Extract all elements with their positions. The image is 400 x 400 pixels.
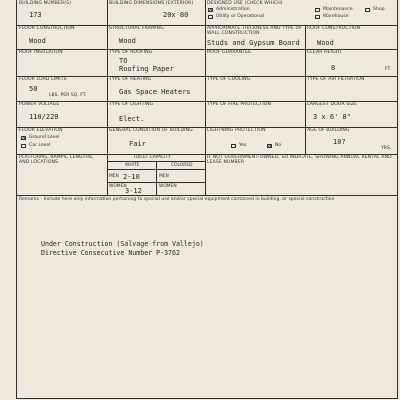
type-of-heating-label: TYPE OF HEATING: [109, 77, 152, 82]
toilet-capacity-cell: [107, 154, 206, 195]
clear-height-cell: [305, 49, 397, 76]
administration-checkbox[interactable]: [208, 8, 213, 12]
structural-framing-cell: [107, 25, 206, 49]
roof-guarantee-label: ROOF GUARANTEE: [207, 50, 252, 55]
floor-load-limits-cell: [17, 76, 108, 101]
roof-construction-cell: [305, 25, 397, 49]
maintenance-label: Maintenance: [323, 7, 353, 12]
row-building: [17, 0, 397, 26]
power-voltage-label: POWER VOLTAGE: [19, 102, 60, 107]
type-of-roofing-label: TYPE OF ROOFING: [109, 50, 153, 55]
toilet-men-row: [107, 170, 205, 183]
car-level-checkbox[interactable]: [21, 144, 26, 148]
remarks-label: Remarks - Include here only information pertaining to special use and/or special equipment contained in building, or special construction: [19, 197, 335, 202]
building-dimensions-label: BUILDING DIMENSIONS (EXTERIOR): [109, 1, 194, 6]
floor-load-limits-unit: LBS. PER SQ. FT.: [49, 93, 87, 98]
wall-construction-label: APPROXIMATE THICKNESS AND TYPE OF WALL CONSTRUCTION: [207, 26, 302, 36]
toilet-women-row: [107, 183, 205, 195]
structural-framing-value: Wood: [119, 37, 136, 45]
platforms-label: PLATFORMS, RAMPS, LENGTHS, AND LOCATIONS: [19, 155, 94, 165]
type-of-lighting-cell: [107, 101, 206, 127]
roof-guarantee-cell: [205, 49, 306, 76]
form-frame: [16, 0, 398, 399]
general-condition-value: Fair: [129, 140, 146, 148]
type-of-heating-value: Gas Space Heaters: [119, 88, 191, 96]
building-numbers-label: BUILDING NUMBER(S): [19, 1, 72, 6]
building-dimensions-cell: [107, 0, 206, 25]
lightning-protection-label: LIGHTNING PROTECTION: [207, 128, 266, 133]
lightning-yes-label: Yes: [239, 143, 247, 148]
largest-door-value: 3 x 6' 8": [313, 113, 351, 121]
largest-door-cell: [305, 101, 397, 127]
general-condition-cell: [107, 127, 206, 154]
shop-label: Shop: [373, 7, 385, 12]
lightning-yes-checkbox[interactable]: [231, 144, 236, 148]
ground-level-checkbox[interactable]: [21, 136, 26, 140]
designed-use-label: DESIGNED USE (CHECK WHICH): [207, 1, 283, 6]
designed-use-cell: [205, 0, 397, 25]
toilet-colored-label: COLORED: [171, 163, 193, 168]
row-power: [17, 101, 397, 128]
car-level-label: Car Level: [29, 143, 51, 148]
utility-checkbox[interactable]: [208, 15, 213, 19]
row-condition: [17, 127, 397, 155]
general-condition-label: GENERAL CONDITION OF BUILDING: [109, 128, 193, 133]
type-of-roofing-value: TO Roofing Paper: [119, 57, 174, 73]
age-of-building-label: AGE OF BUILDING: [307, 128, 350, 133]
row-utilities: [17, 76, 397, 102]
floor-construction-cell: [17, 25, 108, 49]
row-construction: [17, 25, 397, 50]
lightning-no-label: No: [275, 143, 282, 148]
toilet-women-white: 3-12: [125, 187, 142, 195]
remarks-section: [17, 195, 397, 398]
type-of-cooling-label: TYPE OF COOLING: [207, 77, 251, 82]
row-roofing: [17, 49, 397, 77]
floor-load-limits-value: 50: [29, 85, 38, 93]
govt-owned-label: IF NOT GOVERNMENT-OWNED, SO INDICATE, SHOWING ANNUAL RENTAL AND LEASE NUMBER: [207, 155, 392, 165]
roof-insulation-cell: [17, 49, 108, 76]
toilet-women-label: WOMEN: [109, 184, 127, 189]
administration-label: Administration: [216, 7, 250, 12]
toilet-capacity-label: TOILET CAPACITY: [133, 155, 171, 160]
structural-framing-label: STRUCTURAL FRAMING: [109, 26, 164, 31]
clear-height-value: 8: [331, 64, 336, 72]
building-numbers-cell: [17, 0, 108, 25]
type-of-lighting-label: TYPE OF LIGHTING: [109, 102, 154, 107]
utility-label: Utility or Operational: [216, 14, 265, 19]
fire-protection-cell: [205, 101, 306, 127]
lightning-no-checkbox[interactable]: [267, 144, 272, 148]
toilet-women-label-2: WOMEN: [159, 184, 177, 189]
air-filtration-label: TYPE OF AIR FILTRATION: [307, 77, 365, 82]
toilet-men-label: MEN: [109, 174, 119, 179]
age-of-building-unit: YRS.: [381, 146, 392, 151]
floor-elevation-cell: [17, 127, 108, 154]
building-dimensions-value: 20x 80: [163, 11, 189, 19]
floor-construction-value: Wood: [29, 37, 46, 45]
building-numbers-value: 173: [29, 11, 42, 19]
warehouse-checkbox[interactable]: [315, 15, 320, 19]
clear-height-unit: FT.: [385, 67, 392, 72]
floor-construction-label: FLOOR CONSTRUCTION: [19, 26, 75, 31]
type-of-cooling-cell: [205, 76, 306, 101]
roof-insulation-label: ROOF INSULATION: [19, 50, 63, 55]
floor-load-limits-label: FLOOR LOAD LIMITS: [19, 77, 67, 82]
toilet-men-label-2: MEN: [159, 174, 169, 179]
warehouse-label: Warehouse: [323, 14, 349, 19]
clear-height-label: CLEAR HEIGHT: [307, 50, 343, 55]
power-voltage-value: 110/220: [29, 113, 59, 121]
roof-construction-label: ROOF CONSTRUCTION: [307, 26, 361, 31]
toilet-men-white: 2-10: [123, 173, 140, 181]
type-of-heating-cell: [107, 76, 206, 101]
govt-owned-cell: [205, 154, 397, 195]
wall-construction-value: Studs and Gypsum Board: [207, 39, 300, 47]
power-voltage-cell: [17, 101, 108, 127]
row-platforms: [17, 154, 397, 196]
typed-line-1: Under Construction (Salvage from Vallejo): [41, 240, 204, 248]
typed-line-2: Directive Consecutive Number P-3762: [41, 249, 180, 257]
shop-checkbox[interactable]: [365, 8, 370, 12]
largest-door-label: LARGEST DOOR SIZE: [307, 102, 358, 107]
maintenance-checkbox[interactable]: [315, 8, 320, 12]
platforms-cell: [17, 154, 108, 195]
roof-construction-value: Wood: [317, 39, 334, 47]
age-of-building-value: 10?: [333, 138, 346, 146]
floor-elevation-label: FLOOR ELEVATION: [19, 128, 63, 133]
age-of-building-cell: [305, 127, 397, 154]
ground-level-label: Ground Level: [29, 135, 60, 140]
air-filtration-cell: [305, 76, 397, 101]
type-of-roofing-cell: [107, 49, 206, 76]
fire-protection-label: TYPE OF FIRE PROTECTION: [207, 102, 272, 107]
lightning-protection-cell: [205, 127, 306, 154]
type-of-lighting-value: Elect.: [119, 115, 145, 123]
wall-construction-cell: [205, 25, 306, 49]
toilet-header: [107, 154, 205, 162]
toilet-white-label: WHITE: [125, 163, 140, 168]
